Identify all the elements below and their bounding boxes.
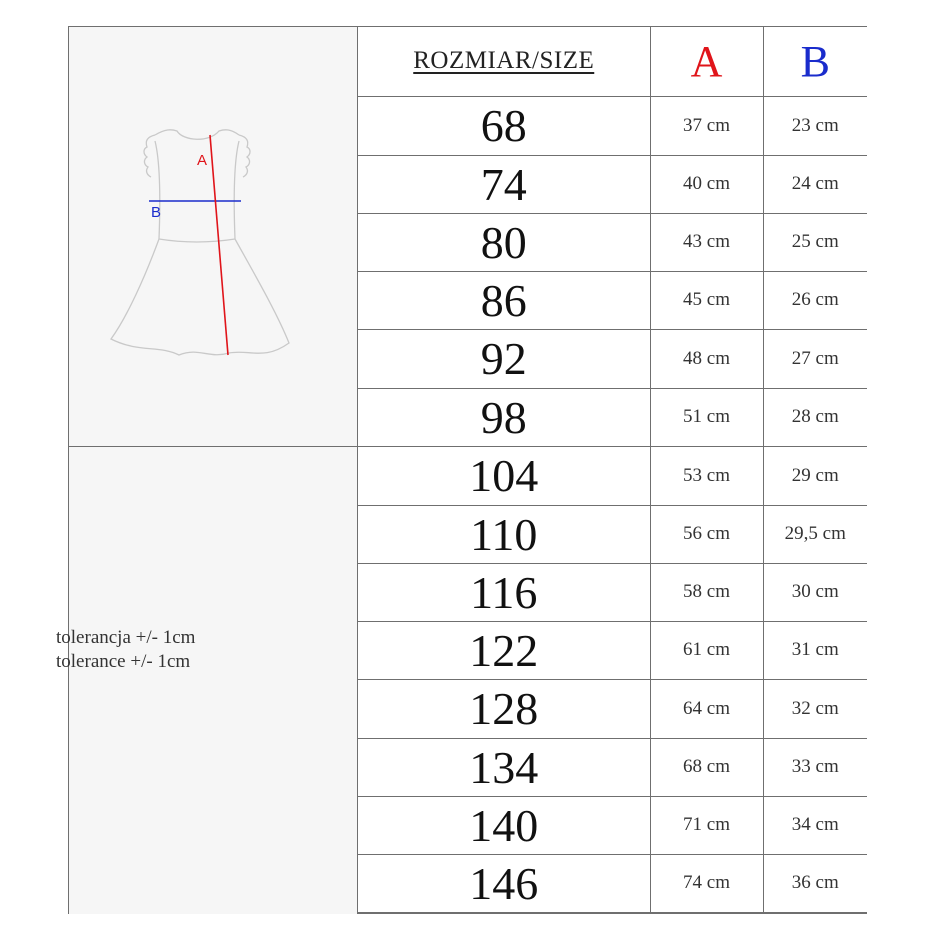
tolerance-panel	[69, 447, 358, 914]
b-measurement-cell: 24 cm	[763, 155, 867, 213]
b-measurement-cell: 33 cm	[763, 738, 867, 796]
table-body	[358, 96, 867, 912]
measurement-b-label: B	[151, 204, 162, 221]
a-measurement-cell: 51 cm	[650, 388, 763, 446]
b-column-header: B	[763, 27, 867, 96]
b-measurement-cell: 27 cm	[763, 329, 867, 388]
b-measurement-cell: 29,5 cm	[763, 505, 867, 563]
a-measurement-cell: 53 cm	[650, 446, 763, 505]
tolerance-note	[56, 626, 276, 674]
b-measurement-cell: 26 cm	[763, 271, 867, 329]
table-row	[358, 96, 867, 155]
size-cell: 92	[358, 329, 650, 388]
size-cell: 68	[358, 96, 650, 155]
a-measurement-cell: 74 cm	[650, 854, 763, 912]
a-measurement-cell: 48 cm	[650, 329, 763, 388]
table-row	[358, 738, 867, 796]
table-row	[358, 271, 867, 329]
a-measurement-cell: 64 cm	[650, 679, 763, 738]
table-row	[358, 621, 867, 679]
size-cell: 80	[358, 213, 650, 271]
b-measurement-cell: 32 cm	[763, 679, 867, 738]
table-row	[358, 563, 867, 621]
size-chart	[68, 26, 867, 914]
a-measurement-cell: 61 cm	[650, 621, 763, 679]
table-row	[358, 213, 867, 271]
b-measurement-cell: 34 cm	[763, 796, 867, 854]
size-cell: 116	[358, 563, 650, 621]
tolerance-line-en: tolerance +/- 1cm	[56, 651, 191, 672]
b-measurement-cell: 36 cm	[763, 854, 867, 912]
table-row	[358, 796, 867, 854]
size-cell: 122	[358, 621, 650, 679]
a-measurement-cell: 68 cm	[650, 738, 763, 796]
b-measurement-cell: 23 cm	[763, 96, 867, 155]
a-measurement-cell: 43 cm	[650, 213, 763, 271]
a-measurement-cell: 40 cm	[650, 155, 763, 213]
a-measurement-cell: 45 cm	[650, 271, 763, 329]
table-row	[358, 446, 867, 505]
size-table	[358, 27, 867, 913]
size-cell: 74	[358, 155, 650, 213]
dress-outline-icon	[99, 127, 329, 357]
table-header-row	[358, 27, 867, 96]
dress-illustration-panel	[69, 27, 358, 447]
table-row	[358, 155, 867, 213]
a-measurement-cell: 58 cm	[650, 563, 763, 621]
size-cell: 140	[358, 796, 650, 854]
b-measurement-cell: 31 cm	[763, 621, 867, 679]
size-cell: 110	[358, 505, 650, 563]
a-measurement-cell: 71 cm	[650, 796, 763, 854]
size-cell: 128	[358, 679, 650, 738]
size-cell: 134	[358, 738, 650, 796]
size-cell: 86	[358, 271, 650, 329]
table-row	[358, 679, 867, 738]
b-measurement-cell: 29 cm	[763, 446, 867, 505]
b-measurement-cell: 25 cm	[763, 213, 867, 271]
table-row	[358, 329, 867, 388]
a-measurement-cell: 56 cm	[650, 505, 763, 563]
table-row	[358, 854, 867, 912]
size-column-header: ROZMIAR/SIZE	[358, 27, 650, 96]
size-cell: 146	[358, 854, 650, 912]
measurement-a-line	[210, 135, 228, 355]
a-column-header: A	[650, 27, 763, 96]
b-measurement-cell: 28 cm	[763, 388, 867, 446]
table-row	[358, 505, 867, 563]
b-measurement-cell: 30 cm	[763, 563, 867, 621]
a-measurement-cell: 37 cm	[650, 96, 763, 155]
tolerance-line-pl: tolerancja +/- 1cm	[56, 627, 196, 648]
measurement-a-label: A	[197, 152, 208, 169]
size-cell: 104	[358, 446, 650, 505]
size-cell: 98	[358, 388, 650, 446]
table-row	[358, 388, 867, 446]
